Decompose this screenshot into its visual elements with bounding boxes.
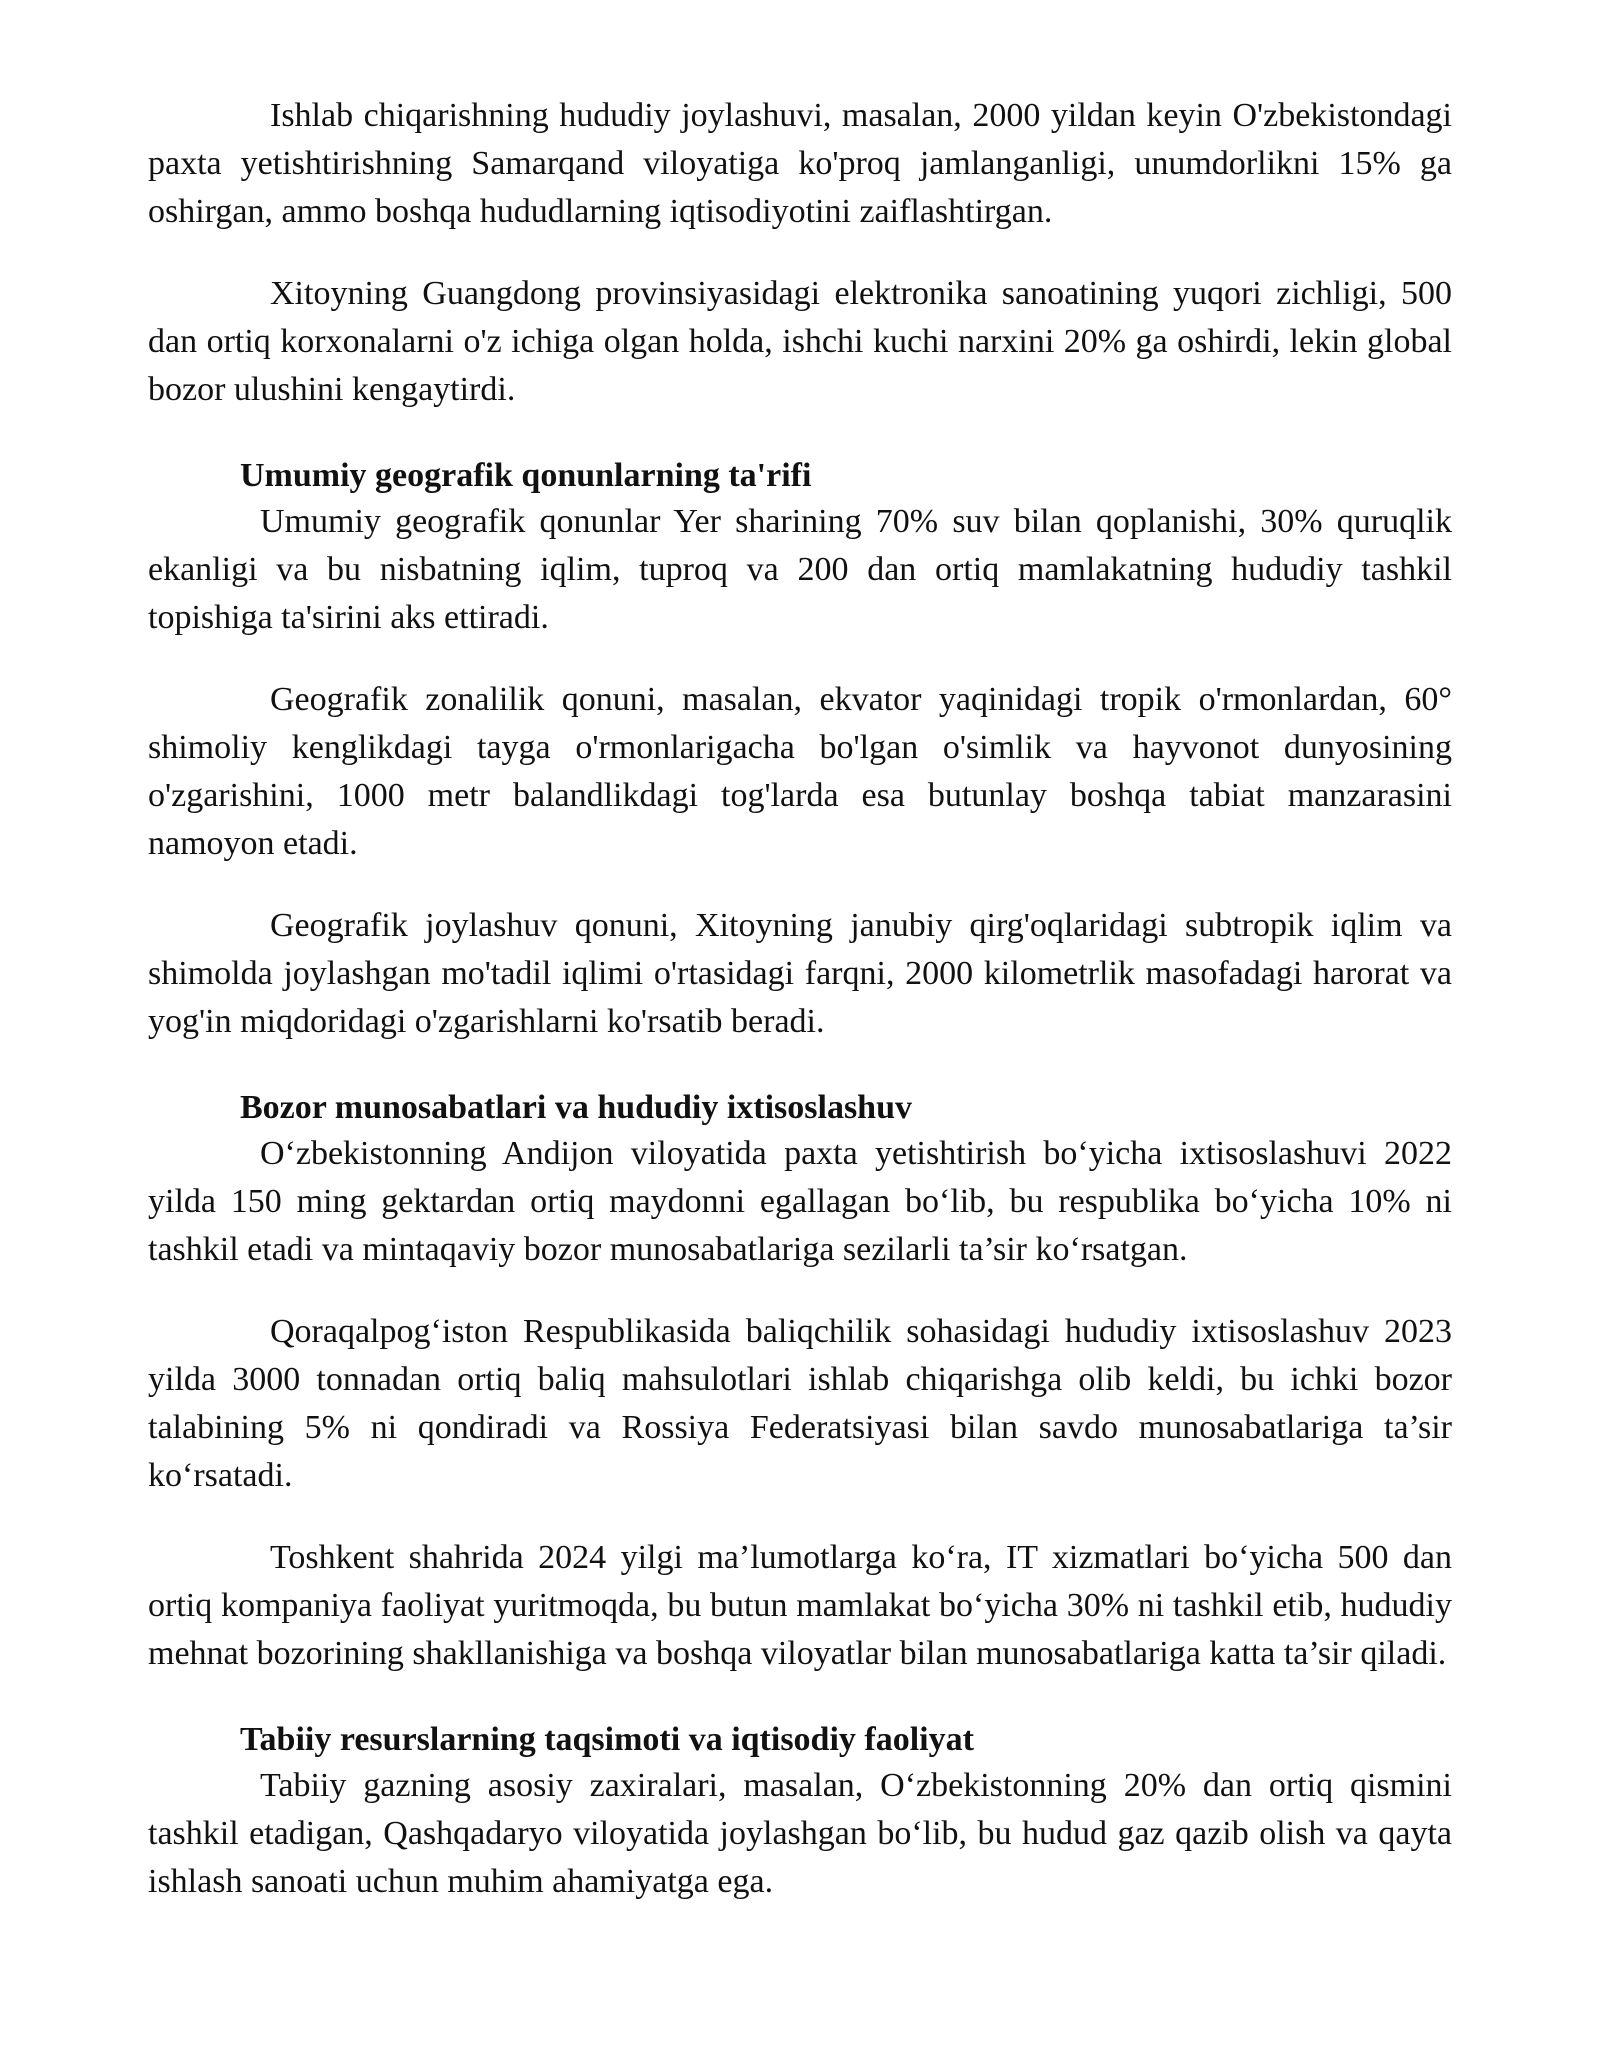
paragraph: Geografik joylashuv qonuni, Xitoyning janubiy qirg'oqlaridagi subtropik iqlim va shimolda joylashgan mo'tadil iqlimi o'rtasidagi farqni, 2000 kilometrlik masofadagi harorat va yog'in miqdoridagi o'zgarishlarni ko'rsatib beradi. — [148, 907, 1452, 1040]
paragraph: Qoraqalpog‘iston Respublikasida baliqchilik sohasidagi hududiy ixtisoslashuv 2023 yilda 3000 tonnadan ortiq baliq mahsulotlari ishlab chiqarishga olib keldi, bu ichki bozor talabining 5% ni qondiradi va Rossiya Federatsiyasi bilan savdo munosabatlariga ta’sir ko‘rsatadi. — [148, 1313, 1452, 1494]
section-heading: Tabiiy resurslarning taqsimoti va iqtisodiy faoliyat — [240, 1721, 974, 1758]
paragraph: Toshkent shahrida 2024 yilgi ma’lumotlarga ko‘ra, IT xizmatlari bo‘yicha 500 dan ortiq kompaniya faoliyat yuritmoqda, bu butun mamlakat bo‘yicha 30% ni tashkil etib, hududiy mehnat bozorining shakllanishiga va boshqa viloyatlar bilan munosabatlariga katta ta’sir qiladi. — [148, 1539, 1452, 1672]
section-heading: Bozor munosabatlari va hududiy ixtisoslashuv — [240, 1089, 912, 1126]
document-page — [148, 92, 1452, 1940]
section-heading: Umumiy geografik qonunlarning ta'rifi — [240, 457, 812, 494]
paragraph: Geografik zonalilik qonuni, masalan, ekvator yaqinidagi tropik o'rmonlardan, 60° shimoliy kenglikdagi tayga o'rmonlarigacha bo'lgan o'simlik va hayvonot dunyosining o'zgarishini, 1000 metr balandlikdagi tog'larda esa butunlay boshqa tabiat manzarasini namoyon etadi. — [148, 681, 1452, 862]
paragraph: Umumiy geografik qonunlar Yer sharining 70% suv bilan qoplanishi, 30% quruqlik ekanligi va bu nisbatning iqlim, tuproq va 200 dan ortiq mamlakatning hududiy tashkil topishiga ta'sirini aks ettiradi. — [148, 503, 1452, 636]
paragraph: Xitoyning Guangdong provinsiyasidagi elektronika sanoatining yuqori zichligi, 500 dan ortiq korxonalarni o'z ichiga olgan holda, ishchi kuchi narxini 20% ga oshirdi, lekin global bozor ulushini kengaytirdi. — [148, 275, 1452, 408]
paragraph: Tabiiy gazning asosiy zaxiralari, masalan, O‘zbekistonning 20% dan ortiq qismini tashkil etadigan, Qashqadaryo viloyatida joylashgan bo‘lib, bu hudud gaz qazib olish va qayta ishlash sanoati uchun muhim ahamiyatga ega. — [148, 1767, 1452, 1900]
paragraph: O‘zbekistonning Andijon viloyatida paxta yetishtirish bo‘yicha ixtisoslashuvi 2022 yilda 150 ming gektardan ortiq maydonni egallagan bo‘lib, bu respublika bo‘yicha 10% ni tashkil etadi va mintaqaviy bozor munosabatlariga sezilarli ta’sir ko‘rsatgan. — [148, 1135, 1452, 1268]
paragraph: Ishlab chiqarishning hududiy joylashuvi, masalan, 2000 yildan keyin O'zbekistondagi paxta yetishtirishning Samarqand viloyatiga ko'proq jamlanganligi, unumdorlikni 15% ga oshirgan, ammo boshqa hududlarning iqtisodiyotini zaiflashtirgan. — [148, 97, 1452, 230]
